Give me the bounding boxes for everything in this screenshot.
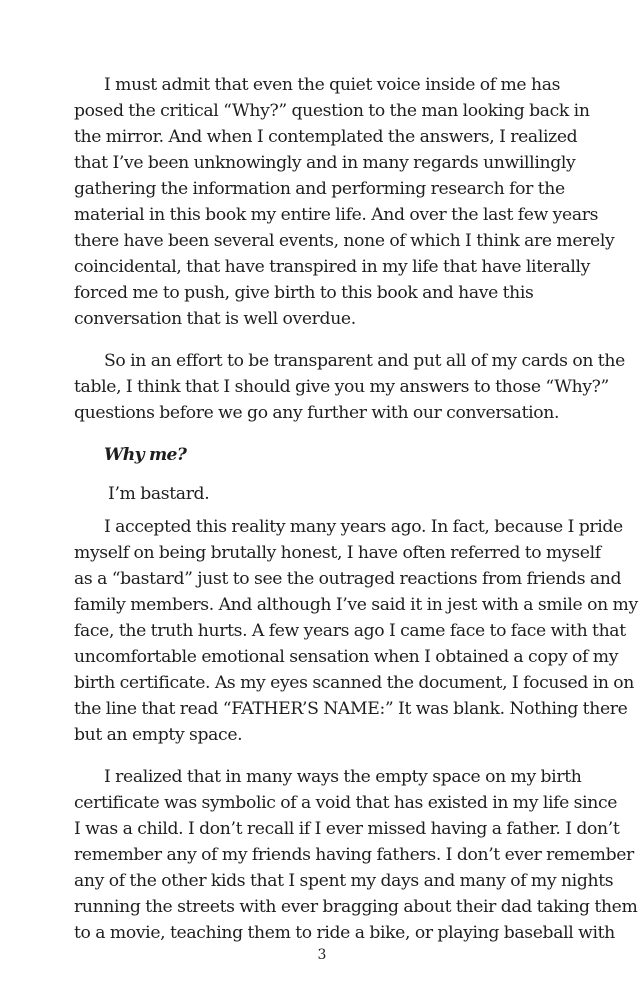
text-line: material in this book my entire life. And over the last few years bbox=[74, 205, 599, 225]
text-line: coincidental, that have transpired in my life that have literally bbox=[74, 257, 590, 277]
text-line: I must admit that even the quiet voice inside of me has bbox=[104, 75, 561, 95]
paragraph-3: I’m bastard. bbox=[108, 484, 210, 504]
text-line: running the streets with ever bragging about their dad taking them bbox=[74, 897, 638, 917]
text-line: conversation that is well overdue. bbox=[74, 309, 356, 329]
text-line: any of the other kids that I spent my days and many of my nights bbox=[74, 871, 614, 891]
text-line: forced me to push, give birth to this book and have this bbox=[74, 283, 534, 303]
text-line: face, the truth hurts. A few years ago I came face to face with that bbox=[74, 621, 626, 641]
text-line: but an empty space. bbox=[74, 725, 243, 745]
text-line: I realized that in many ways the empty space on my birth bbox=[104, 767, 582, 787]
text-line: there have been several events, none of which I think are merely bbox=[74, 231, 615, 251]
text-line: So in an effort to be transparent and put all of my cards on the bbox=[104, 351, 625, 371]
text-line: table, I think that I should give you my answers to those “Why?” bbox=[74, 377, 609, 397]
section-heading: Why me? bbox=[104, 445, 187, 465]
text-line: questions before we go any further with our conversation. bbox=[74, 403, 560, 423]
page-number: 3 bbox=[317, 947, 327, 963]
text-line: remember any of my friends having fathers. I don’t ever remember bbox=[74, 845, 634, 865]
text-line: to a movie, teaching them to ride a bike, or playing baseball with bbox=[74, 923, 615, 943]
text-line: that I’ve been unknowingly and in many regards unwillingly bbox=[74, 153, 576, 173]
text-line: certificate was symbolic of a void that has existed in my life since bbox=[74, 793, 618, 813]
text-line: the line that read “FATHER’S NAME:” It was blank. Nothing there bbox=[74, 699, 628, 719]
text-line: I was a child. I don’t recall if I ever missed having a father. I don’t bbox=[74, 819, 620, 839]
text-line: the mirror. And when I contemplated the answers, I realized bbox=[74, 127, 578, 147]
text-line: uncomfortable emotional sensation when I obtained a copy of my bbox=[74, 647, 619, 667]
text-line: gathering the information and performing research for the bbox=[74, 179, 565, 199]
text-line: myself on being brutally honest, I have often referred to myself bbox=[74, 543, 601, 563]
text-line: I accepted this reality many years ago. In fact, because I pride bbox=[104, 517, 623, 537]
text-line: as a “bastard” just to see the outraged reactions from friends and bbox=[74, 569, 622, 589]
text-line: family members. And although I’ve said it in jest with a smile on my bbox=[74, 595, 638, 615]
text-line: posed the critical “Why?” question to the man looking back in bbox=[74, 101, 590, 121]
text-line: birth certificate. As my eyes scanned the document, I focused in on bbox=[74, 673, 635, 693]
